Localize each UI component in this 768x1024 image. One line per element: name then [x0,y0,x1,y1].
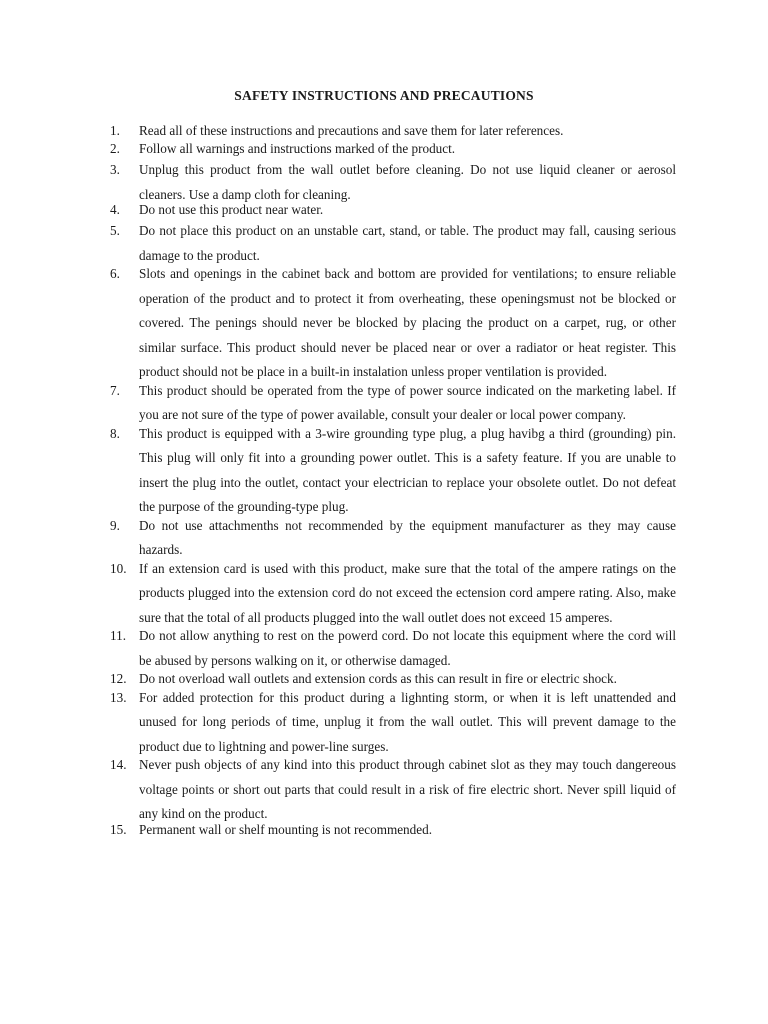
item-text: This product is equipped with a 3-wire grounding type plug, a plug havibg a third (grounding) pin. This plug will only fit into a grounding power outlet. This is a safety feature. If you are unable to insert the plug into the outlet, contact your electrician to replace your obsolete outlet. Do not defeat the purpose of the grounding-type plug. [139,425,676,514]
item-text: For added protection for this product during a lighnting storm, or when it is left unattended and unused for long periods of time, unplug it from the wall outlet. This will prevent damage to the product due to lightning and power-line surges. [139,689,676,754]
item-text: Never push objects of any kind into this product through cabinet slot as they may touch dangereous voltage points or short out parts that could result in a risk of fire electric short. Never spill liquid of any kind on the product. [139,757,676,821]
list-item [110,557,676,631]
item-text: Unplug this product from the wall outlet before cleaning. Do not use liquid cleaner or aerosol cleaners. Use a damp cloth for cleaning. [139,162,676,202]
list-item [110,753,676,827]
item-number: 1. [110,123,120,138]
item-number: 8. [110,425,120,441]
list-item [110,514,676,563]
item-text: Do not use attachmenths not recommended by the equipment manufacturer as they may cause hazards. [139,517,676,557]
item-number: 10. [110,560,127,576]
item-number: 5. [110,223,120,238]
item-number: 7. [110,382,120,398]
item-text: Follow all warnings and instructions marked of the product. [139,141,456,156]
item-text: This product should be operated from the type of power source indicated on the marketing label. If you are not sure of the type of power available, consult your dealer or local power company. [139,382,676,422]
item-number: 4. [110,202,120,217]
item-number: 11. [110,628,126,643]
item-text: Do not overload wall outlets and extension cords as this can result in fire or electric shock. [139,671,617,686]
item-number: 2. [110,141,120,156]
item-text: Do not place this product on an unstable cart, stand, or table. The product may fall, causing serious damage to the product. [139,223,676,263]
list-item [110,122,676,139]
instruction-list [110,122,676,839]
item-number: 14. [110,757,127,772]
list-item [110,158,676,207]
list-item [110,686,676,760]
item-number: 6. [110,266,120,281]
list-item [110,201,676,218]
list-item [110,422,676,520]
item-number: 15. [110,821,127,837]
list-item [110,624,676,673]
list-item [110,379,676,428]
item-text: Do not use this product near water. [139,202,324,217]
item-text: Do not allow anything to rest on the powerd cord. Do not locate this equipment where the cord will be abused by persons walking on it, or otherwise damaged. [139,628,676,668]
item-text: Permanent wall or shelf mounting is not recommended. [139,821,432,837]
item-number: 12. [110,671,127,686]
item-text: If an extension card is used with this product, make sure that the total of the ampere ratings on the products plugged into the extension cord do not exceed the ectension cord ampere rating. Also, make sure that the total of all products plugged into the wall outlet does not exceed 15 amperes. [139,560,676,625]
item-number: 3. [110,162,120,177]
item-text: Slots and openings in the cabinet back and bottom are provided for ventilations; to ensure reliable operation of the product and to protect it from overheating, these openingsmust not be blocked or covered. The penings should never be blocked by placing the product on a carpet, rug, or other similar surface. This product should never be placed near or over a radiator or heat register. This product should not be place in a built-in instalation unless proper ventilation is provided. [139,266,676,379]
list-item [110,262,676,385]
document-title: SAFETY INSTRUCTIONS AND PRECAUTIONS [234,88,534,103]
list-item [110,219,676,268]
item-number: 9. [110,517,120,533]
item-text: Read all of these instructions and precautions and save them for later references. [139,123,564,138]
list-item [110,821,676,838]
list-item [110,140,676,157]
item-number: 13. [110,689,127,705]
